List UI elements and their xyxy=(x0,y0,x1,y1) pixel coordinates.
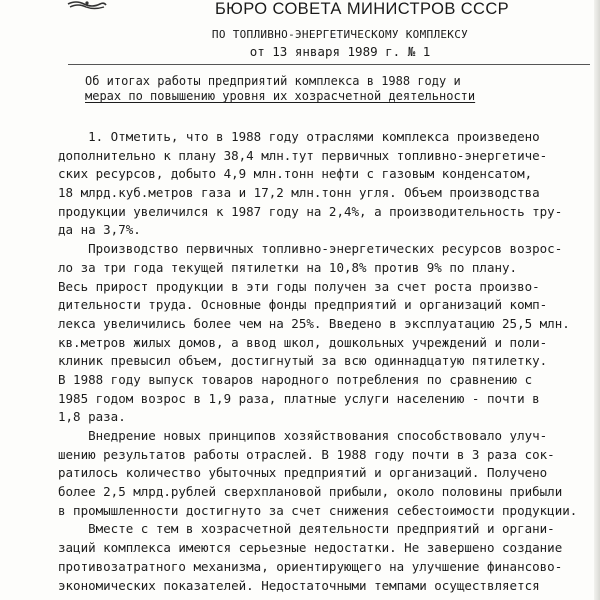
body-line: дополнительно к плану 38,4 млн.тут первичных топливно-энергетиче- xyxy=(58,147,548,163)
body-line: более 2,5 млрд.рублей сверхплановой прибыли, около половины прибыли xyxy=(58,484,563,500)
subject-line-1: Об итогах работы предприятий комплекса в 1988 году и xyxy=(85,74,461,88)
subject-line-2 xyxy=(85,89,475,103)
body-line: клиник превысил объем, достигнутый за всю одиннадцатую пятилетку. xyxy=(58,353,548,369)
body-line: Производство первичных топливно-энергетических ресурсов возрос- xyxy=(58,241,563,257)
body-line: заций комплекса имеются серьезные недостатки. Не завершено создание xyxy=(58,540,563,556)
document-date-number: от 13 января 1989 г. № 1 xyxy=(249,44,431,59)
body-line: Внедрение новых принципов хозяйствования способствовало улуч- xyxy=(58,428,548,443)
subject-line-2-text: мерах по повышению уровня их хозрасчетной деятельности xyxy=(85,89,476,103)
body-line: 1. Отметить, что в 1988 году отраслями комплекса произведено xyxy=(58,129,540,144)
body-line: лекса увеличились более чем на 25%. Введено в эксплуатацию 25,5 млн. xyxy=(58,315,570,331)
body-line: ло за три года текущей пятилетки на 10,8% против 9% по плану. xyxy=(58,259,518,275)
body-line: 1,8 раза. xyxy=(58,409,126,425)
body-line: Весь прирост продукции в эти годы получен за счет роста произво- xyxy=(58,278,540,294)
document-body xyxy=(58,128,598,595)
body-line: продукции увеличился к 1987 году на 2,4%, а производительность тру- xyxy=(58,203,563,219)
scan-edge-shadow xyxy=(594,0,600,600)
body-line: дительности труда. Основные фонды предприятий и организаций комп- xyxy=(58,297,548,313)
body-line: 1985 годом возрос в 1,9 раза, платные услуги населению - почти в xyxy=(58,390,540,406)
body-line: да на 3,7%. xyxy=(58,222,141,238)
body-line: В 1988 году выпуск товаров народного потребления по сравнению с xyxy=(58,371,533,387)
body-line: шению результатов работы отраслей. В 1988 году почти в 3 раза сок- xyxy=(58,446,555,462)
body-line: 18 млрд.куб.метров газа и 17,2 млн.тонн угля. Объем производства xyxy=(58,185,540,201)
body-line: Вместе с тем в хозрасчетной деятельности предприятий и органи- xyxy=(58,521,555,537)
document-header-title: БЮРО СОВЕТА МИНИСТРОВ СССР xyxy=(214,0,510,18)
body-line: ратилось количество убыточных предприятий и организаций. Получено xyxy=(58,465,548,481)
body-line: ских ресурсов, добыто 4,9 млн.тонн нефти с газовым конденсатом, xyxy=(58,166,533,182)
body-line: противозатратного механизма, ориентирующего на улучшение финансово- xyxy=(58,558,563,574)
body-line: экономических показателей. Недостаточными темпами осуществляется xyxy=(58,577,540,593)
header-divider xyxy=(68,64,590,65)
body-line: кв.метров жилых домов, а ввод школ, дошкольных учреждений и поли- xyxy=(58,334,548,350)
body-line: в промышленности достигнуто за счет снижения себестоимости продукции. xyxy=(58,502,578,518)
document-header-subtitle: ПО ТОПЛИВНО-ЭНЕРГЕТИЧЕСКОМУ КОМПЛЕКСУ xyxy=(211,28,469,41)
